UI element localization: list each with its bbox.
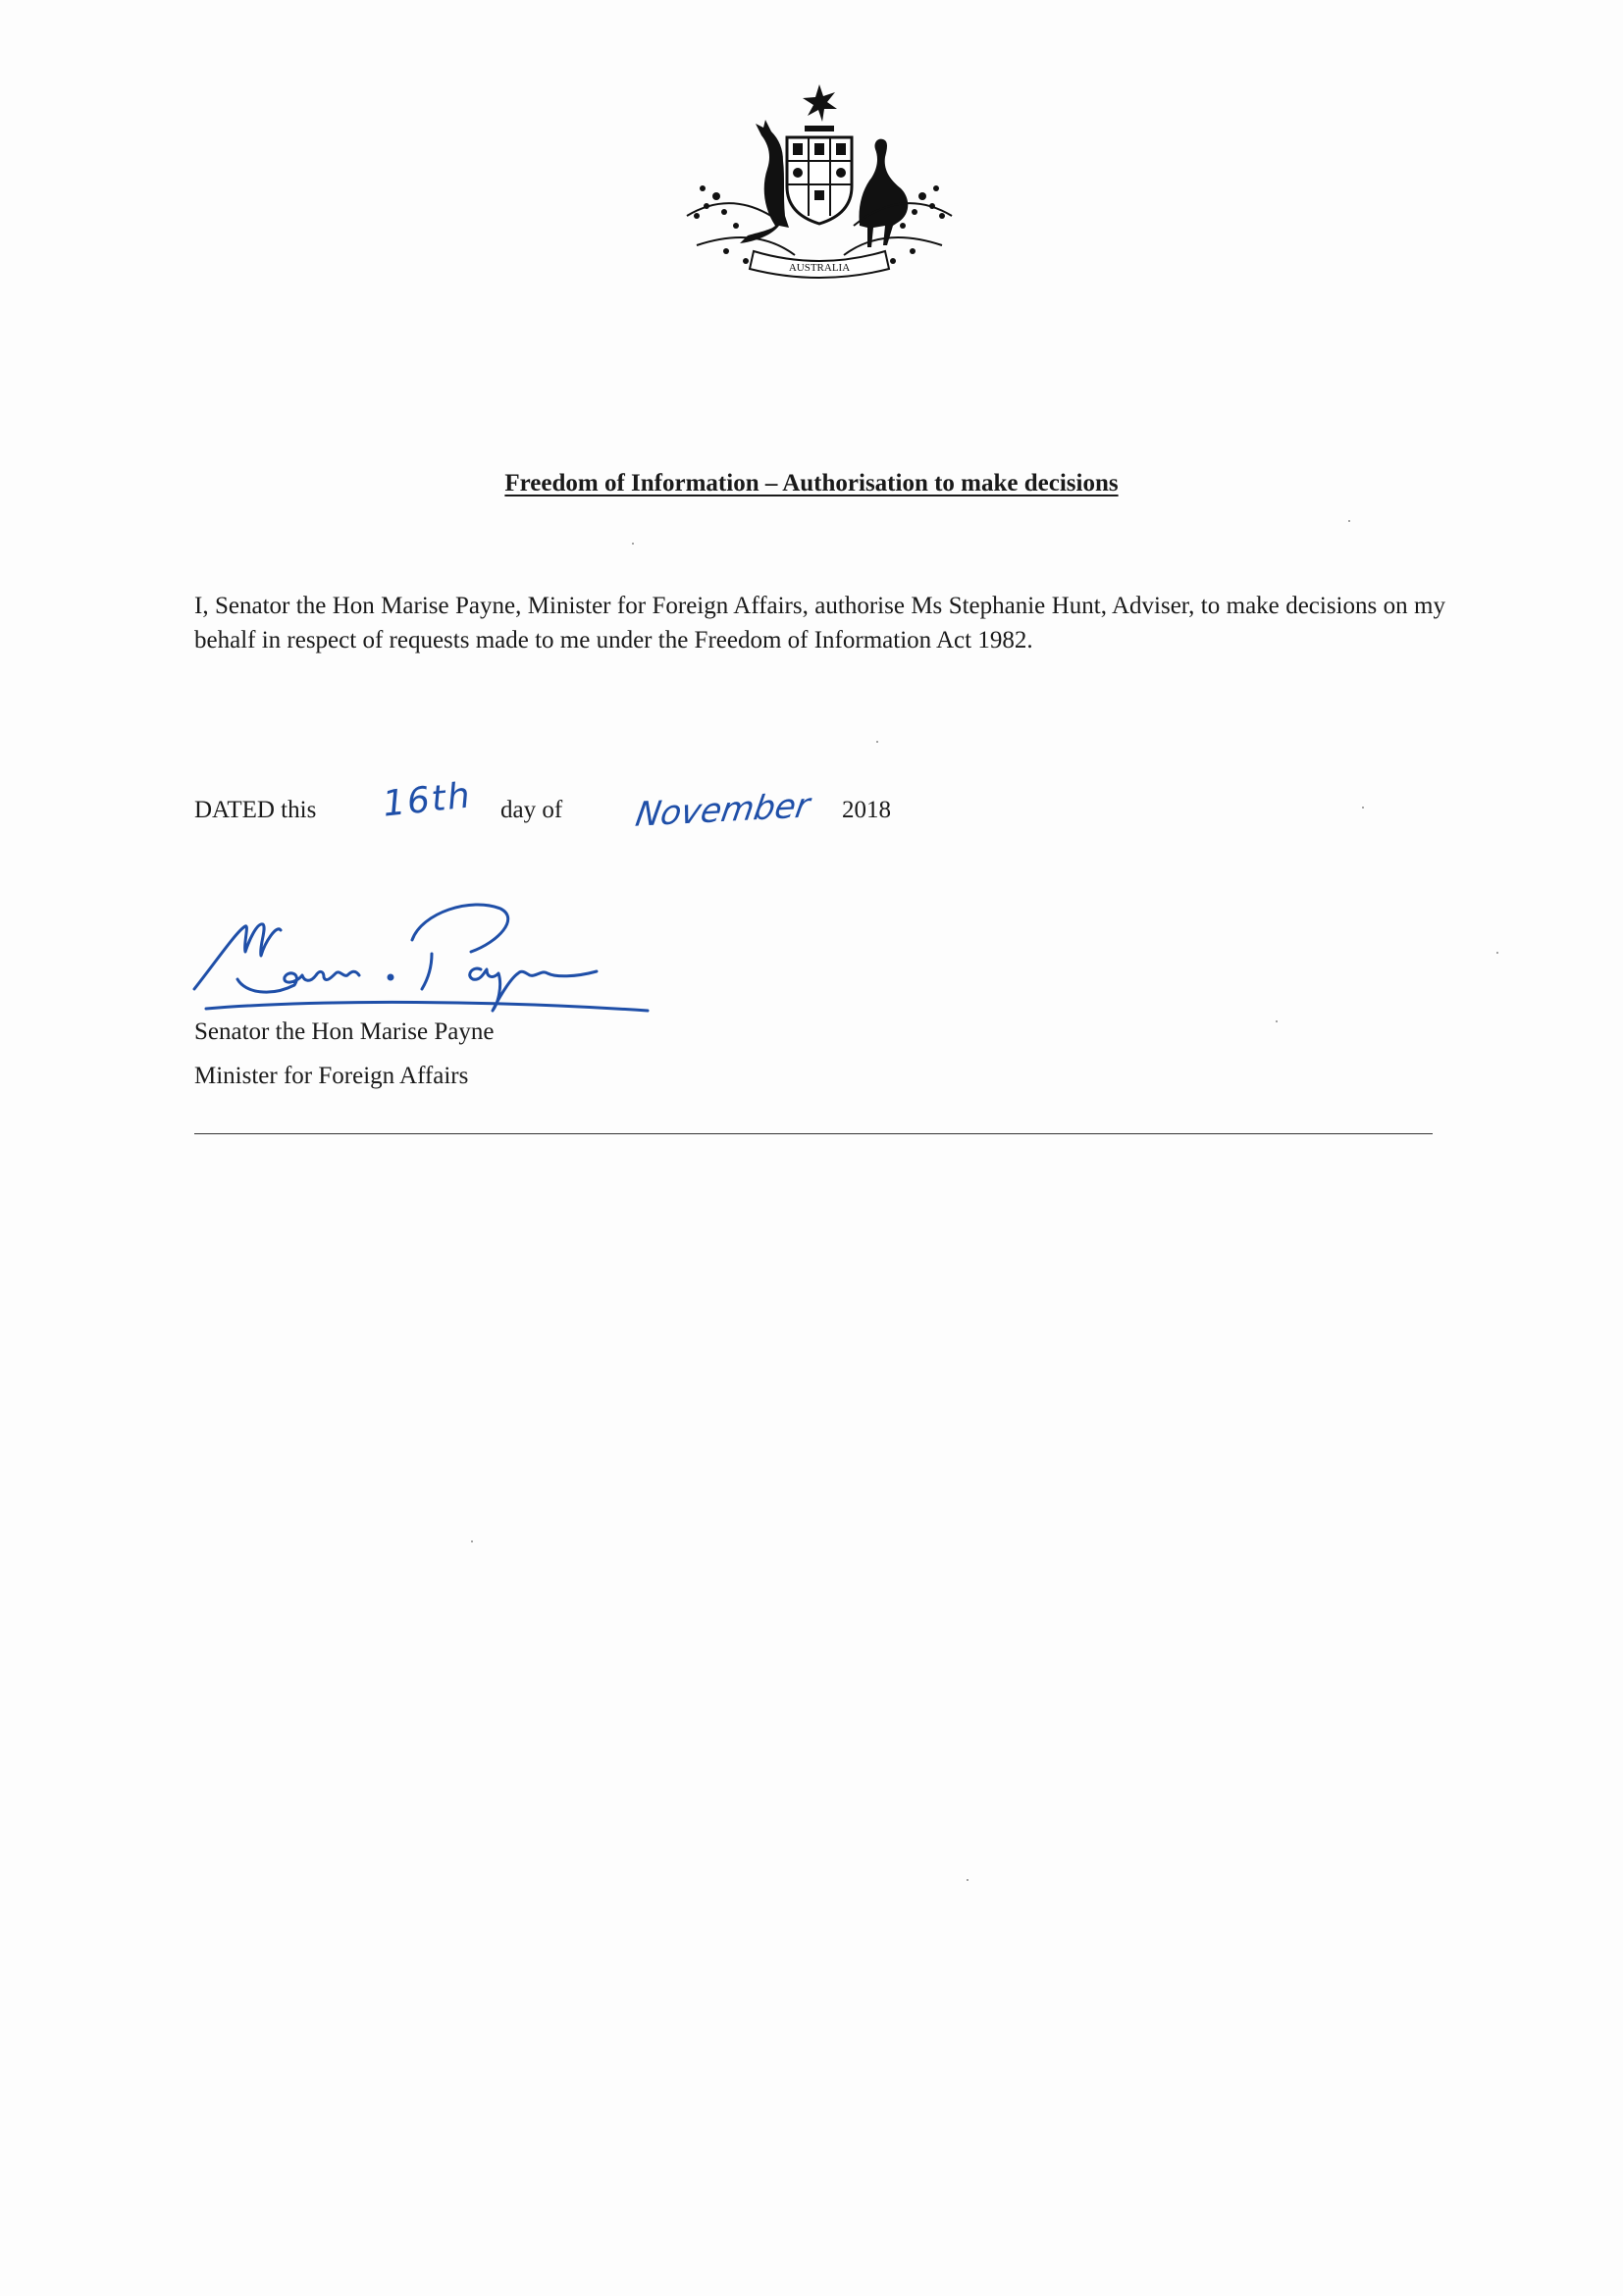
motto-text: AUSTRALIA [788,262,851,274]
kangaroo [740,120,789,243]
coat-of-arms-icon [677,78,962,285]
scan-speck [1362,807,1364,809]
scan-speck [1348,520,1350,522]
commonwealth-star [803,84,837,122]
scan-speck [1496,952,1498,954]
signatory-title: Minister for Foreign Affairs [194,1063,469,1089]
handwritten-day: 16th [381,775,474,825]
dated-prefix: DATED this [194,797,317,823]
emu [859,139,908,247]
signatory-name: Senator the Hon Marise Payne [194,1018,495,1045]
scan-speck [471,1540,473,1542]
scan-speck [876,741,878,743]
dated-middle: day of [500,797,563,823]
dated-year: 2018 [842,797,891,823]
authorisation-statement: I, Senator the Hon Marise Payne, Minister for Foreign Affairs, authorise Ms Stephanie Hunt, Adviser, to make decisions on my behalf in respect of requests made to me under the Freedom of Information Act 1982. [194,593,1445,653]
scan-speck [1276,1020,1278,1022]
signature-image [186,883,697,1020]
handwritten-month: November [632,786,812,835]
divider-line [194,1133,1433,1134]
document-heading: Freedom of Information – Authorisation to make decisions [504,470,1119,496]
scan-speck [967,1879,969,1881]
scan-speck [632,543,634,545]
